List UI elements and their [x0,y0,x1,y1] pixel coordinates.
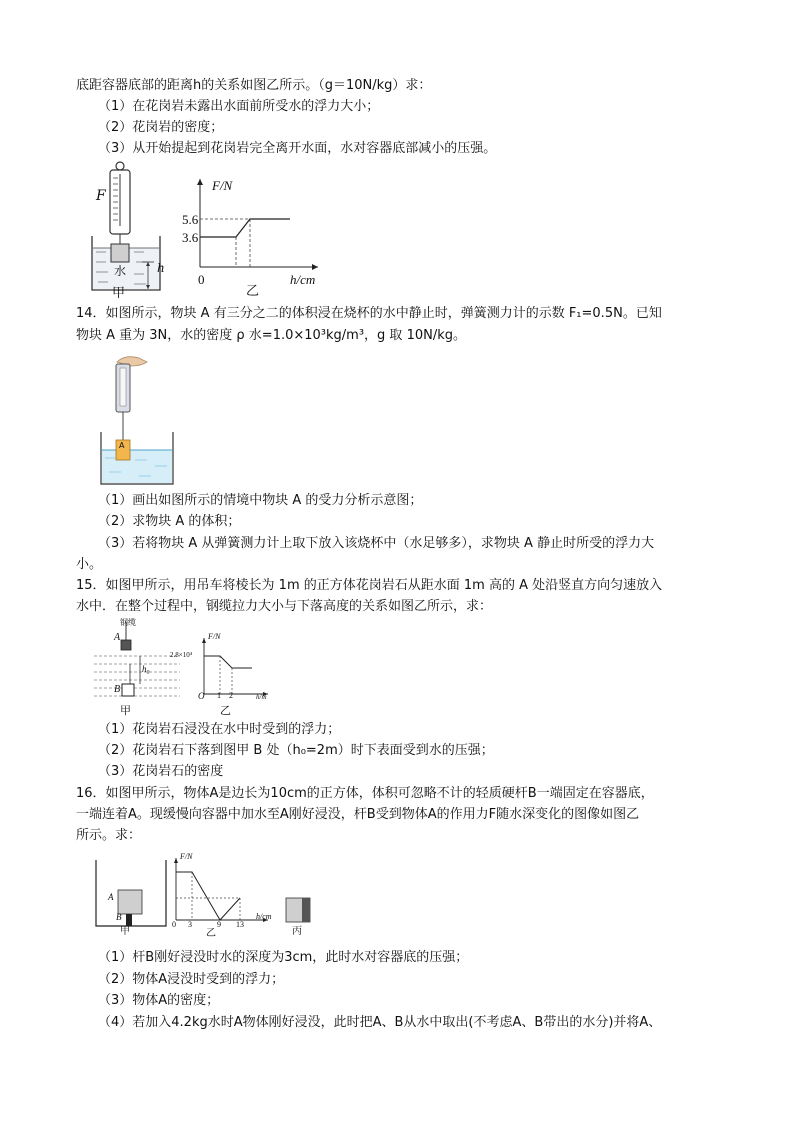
q13-item-2: （2）花岗岩的密度； [98,120,224,135]
q15-B-label: B [114,684,121,695]
q15-label-jia: 甲 [120,704,131,717]
q13-F-label: F [96,188,106,204]
q15-line-1: 15．如图甲所示，用吊车将棱长为 1m 的正方体花岗岩石从距水面 1m 高的 A 处沿竖直方向匀速放入 [76,578,663,593]
q15-tick-1: 1 [217,691,221,700]
q16-tick-9: 9 [217,920,221,929]
q16-figure-bing [284,896,314,924]
q15-label-yi: 乙 [220,704,231,717]
q16-tick-13: 13 [236,920,244,929]
q16-label-bing: 丙 [292,926,302,937]
q13-figure-jia [80,160,190,300]
q15-cable-label: 钢缆 [120,618,136,627]
q13-tick-high: 5.6 [182,212,199,227]
q13-label-yi: 乙 [246,284,260,299]
q14-item-2: （2）求物块 A 的体积； [98,514,241,529]
q16-B-label: B [116,912,122,922]
q16-item-3: （3）物体A的密度； [98,993,220,1008]
q13-x-axis-label: h/cm [290,272,316,287]
q15-tick-2: 2 [229,691,233,700]
q15-origin: O [198,691,205,701]
q15-item-1: （1）花岗岩石浸没在水中时受到的浮力； [98,722,341,737]
q15-x-axis-label: h/m [256,693,267,701]
q15-chart [196,634,272,698]
q13-item-1: （1）在花岗岩未露出水面前所受水的浮力大小； [98,99,380,114]
q13-origin: 0 [198,272,205,287]
q16-line-1: 16．如图甲所示，物体A是边长为10cm的正方体，体积可忽略不计的轻质硬杆B一端固定在容器底， [76,786,654,801]
q16-x-axis-label: h/cm [256,912,272,921]
q16-line-2: 一端连着A。现缓慢向容器中加水至A刚好浸没，杆B受到物体A的作用力F随水深变化的图像如图乙 [76,807,640,822]
q14-line-1: 14．如图所示，物块 A 有三分之二的体积浸在烧杯的水中静止时，弹簧测力计的示数 F₁=0.5N。已知 [76,306,662,321]
q14-figure [95,352,180,487]
q16-label-jia: 甲 [120,926,130,937]
q16-item-4: （4）若加入4.2kg水时A物体刚好浸没，此时把A、B从水中取出(不考虑A、B带出的水分)并将A、 [98,1015,662,1030]
q13-label-jia: 甲 [112,286,126,301]
q16-y-axis-label: F/N [180,852,193,861]
q14-item-3-cont: 小。 [76,557,103,572]
q16-line-3: 所示。求： [76,828,142,843]
q15-series-line [204,656,252,668]
q14-item-1: （1）画出如图所示的情境中物块 A 的受力分析示意图； [98,493,423,508]
q15-y-axis-label: F/N [208,632,221,641]
q16-label-yi: 乙 [206,928,216,939]
q15-item-2: （2）花岗岩石下落到图甲 B 处（h₀=2m）时下表面受到水的压强； [98,743,494,758]
q13-chart [178,175,328,275]
q13-water-label: 水 [114,264,127,278]
q16-item-2: （2）物体A浸没时受到的浮力； [98,972,285,987]
q15-item-3: （3）花岗岩石的密度 [98,764,224,779]
q16-origin: 0 [172,920,176,929]
q14-item-3: （3）若将物块 A 从弹簧测力计上取下放入该烧杯中（水足够多），求物块 A 静止时所受的浮力大 [98,536,655,551]
q15-A-label: A [114,632,121,643]
q13-y-axis-label: F/N [212,178,233,193]
q16-series-line [176,872,240,920]
q16-figure-jia [92,858,172,930]
q14-block-label: A [119,441,125,450]
q14-line-2: 物块 A 重为 3N，水的密度 ρ 水=1.0×10³kg/m³，g 取 10N/kg。 [76,328,466,343]
q15-line-2: 水中．在整个过程中，钢缆拉力大小与下落高度的关系如图乙所示，求： [76,599,493,614]
q13-series-line [200,219,290,237]
q13-intro-line: 底距容器底部的距离h的关系如图乙所示。（g＝10N/kg）求： [76,78,432,93]
q16-item-1: （1）杆B刚好浸没时水的深度为3cm，此时水对容器底的压强； [98,950,469,965]
q13-h-label: h [157,261,165,275]
q16-A-label: A [108,892,114,902]
q15-figure-jia [92,620,182,706]
q16-tick-3: 3 [188,920,192,929]
q13-tick-low: 3.6 [182,230,199,245]
q15-h0-label: h₀ [142,664,150,674]
q13-item-3: （3）从开始提起到花岗岩完全离开水面，水对容器底部减小的压强。 [98,141,497,156]
q15-tick-y: 2.8×10⁴ [170,651,193,659]
